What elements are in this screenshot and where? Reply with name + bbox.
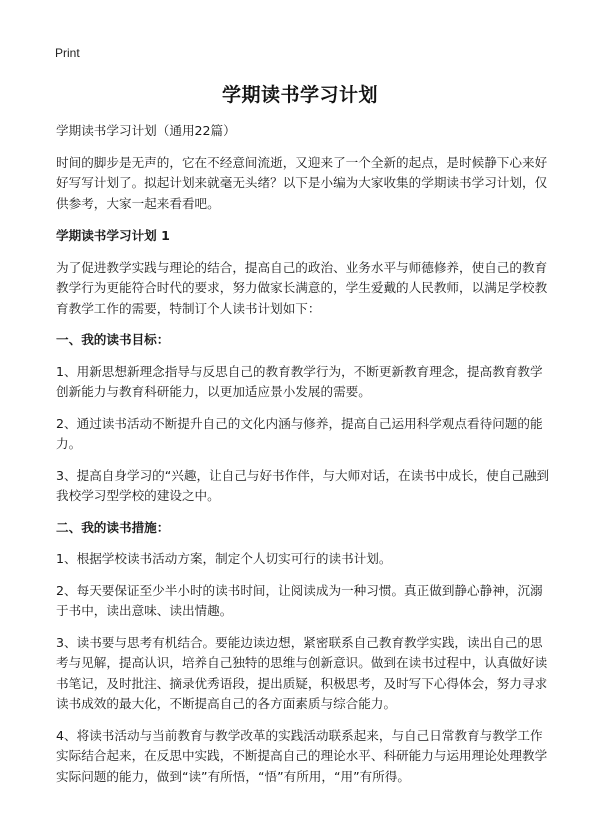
measure-item: 1、根据学校读书活动方案，制定个人切实可行的读书计划。 bbox=[56, 551, 392, 566]
measure-item: 3、读书要与思考有机结合。要能边读边想，紧密联系自己教育教学实践，读出自己的思考与见解，提高认识，培养自己独特的思维与创新意识。做到在读书过程中，认真做好读书笔记，及时批注、摘录优秀语段，提出质疑，积极思考，及时写下心得体会，努力寻求读书成效的最大化，不断提高自己的各方面素质与综合能力。 bbox=[56, 634, 548, 711]
goals-heading: 一、我的读书目标： bbox=[56, 332, 170, 347]
goal-item: 1、用新思想新理念指导与反思自己的教育教学行为，不断更新教育理念，提高教育教学创新能力与教育科研能力，以更加适应景小发展的需要。 bbox=[56, 363, 543, 399]
document-body bbox=[56, 121, 550, 798]
measures-heading: 二、我的读书措施： bbox=[56, 519, 170, 535]
goal-item: 3、提高自身学习的“兴趣，让自己与好书作伴，与大师对话，在读书中成长，使自己融到我校学习型学校的建设之中。 bbox=[56, 467, 550, 503]
section-heading: 学期读书学习计划 1 bbox=[56, 228, 170, 243]
goal-item: 2、通过读书活动不断提升自己的文化内涵与修养，提高自己运用科学观点看待问题的能力。 bbox=[56, 415, 543, 451]
intro-paragraph: 时间的脚步是无声的，它在不经意间流逝，又迎来了一个全新的起点，是时候静下心来好好写写计划了。拟起计划来就毫无头绪？以下是小编为大家收集的学期读书学习计划，仅供参考，大家一起来看看吧。 bbox=[56, 154, 548, 211]
document-subtitle: 学期读书学习计划（通用22篇） bbox=[56, 123, 236, 138]
print-link[interactable]: Print bbox=[55, 46, 80, 60]
measure-item: 2、每天要保证至少半小时的读书时间，让阅读成为一种习惯。真正做到静心静神，沉溺于书中，读出意味、读出情趣。 bbox=[56, 582, 543, 618]
section-intro-paragraph: 为了促进教学实践与理论的结合，提高自己的政治、业务水平与师德修养，使自己的教育教学行为更能符合时代的要求，努力做家长满意的，学生爱戴的人民教师，以满足学校教育教学工作的需要，特制订个人读书计划如下： bbox=[56, 259, 548, 316]
document-title: 学期读书学习计划 bbox=[221, 84, 378, 106]
measure-item: 4、将读书活动与当前教育与教学改革的实践活动联系起来，与自己日常教育与教学工作实际结合起来，在反思中实践，不断提高自己的理论水平、科研能力与运用理论处理教学实际问题的能力，做到“读”有所悟，“悟”有所用，“用”有所得。 bbox=[56, 727, 548, 784]
